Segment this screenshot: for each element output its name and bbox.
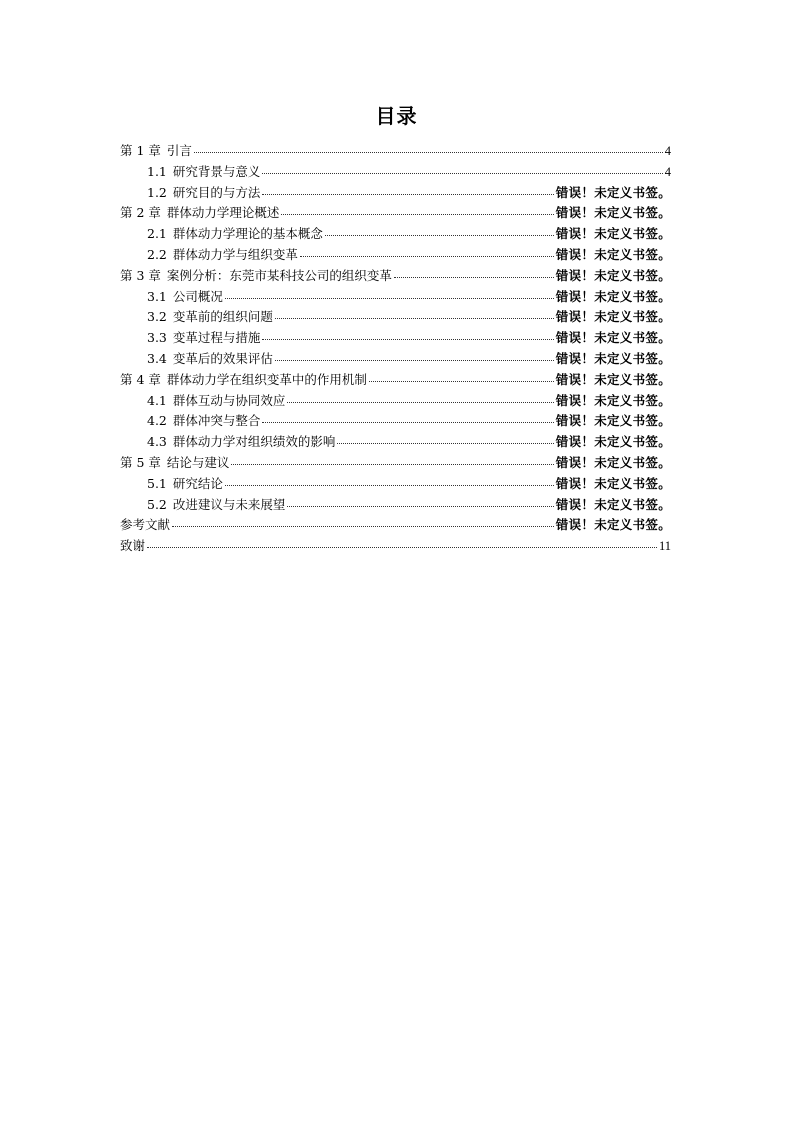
toc-entry-title: 案例分析：东莞市某科技公司的组织变革 <box>166 267 392 283</box>
toc-entry-number: 第 2 章 <box>120 205 161 221</box>
toc-chapter-entry[interactable] <box>120 515 671 536</box>
toc-entry-number: 4.3 <box>147 434 167 450</box>
toc-entry-number: 2.2 <box>147 246 167 262</box>
toc-entry-title: 研究结论 <box>172 475 223 491</box>
toc-entry-number: 3.1 <box>147 288 167 304</box>
toc-dot-leader <box>287 401 553 403</box>
toc-entry-label <box>120 203 279 221</box>
toc-section-entry[interactable] <box>120 411 671 432</box>
toc-dot-leader <box>369 380 554 382</box>
toc-page-error: 错误！未定义书签。 <box>555 392 671 408</box>
toc-section-entry[interactable] <box>120 224 671 245</box>
toc-entry-label <box>147 224 323 242</box>
toc-section-entry[interactable] <box>120 307 671 328</box>
toc-entry-label <box>120 141 192 159</box>
toc-entry-label <box>120 370 367 388</box>
toc-entry-title: 群体互动与协同效应 <box>172 392 286 408</box>
toc-entry-label <box>147 432 335 450</box>
toc-entry-label <box>147 162 260 180</box>
toc-entry-label <box>120 536 145 554</box>
toc-page-error: 错误！未定义书签。 <box>555 267 671 283</box>
toc-page-number: 4 <box>664 144 671 158</box>
toc-entry-number: 3.2 <box>147 309 167 325</box>
toc-entry-number: 3.3 <box>147 330 167 346</box>
toc-entry-label <box>120 453 229 471</box>
toc-list <box>120 141 671 557</box>
toc-entry-number: 4.1 <box>147 392 167 408</box>
toc-page-error: 错误！未定义书签。 <box>555 350 671 366</box>
toc-page-error: 错误！未定义书签。 <box>555 309 671 325</box>
toc-chapter-entry[interactable] <box>120 203 671 224</box>
toc-entry-number: 第 4 章 <box>120 371 161 387</box>
toc-entry-number: 2.1 <box>147 226 167 242</box>
toc-entry-label <box>147 495 285 513</box>
toc-page-error: 错误！未定义书签。 <box>555 517 671 533</box>
toc-entry-label <box>147 391 285 409</box>
toc-entry-number: 第 3 章 <box>120 267 161 283</box>
toc-dot-leader <box>337 442 553 444</box>
toc-dot-leader <box>194 151 663 153</box>
toc-section-entry[interactable] <box>120 245 671 266</box>
toc-page-error: 错误！未定义书签。 <box>555 454 671 470</box>
toc-page-error: 错误！未定义书签。 <box>555 246 671 262</box>
toc-page-error: 错误！未定义书签。 <box>555 288 671 304</box>
toc-dot-leader <box>225 484 554 486</box>
toc-entry-title: 结论与建议 <box>166 454 230 470</box>
toc-dot-leader <box>300 255 554 257</box>
toc-chapter-entry[interactable] <box>120 266 671 287</box>
toc-entry-label <box>147 245 298 263</box>
toc-section-entry[interactable] <box>120 349 671 370</box>
toc-page-error: 错误！未定义书签。 <box>555 413 671 429</box>
toc-entry-title: 变革过程与措施 <box>172 330 261 346</box>
toc-page-error: 错误！未定义书签。 <box>555 475 671 491</box>
toc-entry-title: 公司概况 <box>172 288 223 304</box>
toc-entry-title: 群体动力学与组织变革 <box>172 246 298 262</box>
toc-section-entry[interactable] <box>120 183 671 204</box>
toc-entry-number: 4.2 <box>147 413 167 429</box>
toc-section-entry[interactable] <box>120 391 671 412</box>
toc-page-error: 错误！未定义书签。 <box>555 330 671 346</box>
toc-dot-leader <box>275 317 554 319</box>
toc-entry-title: 群体动力学理论的基本概念 <box>172 226 323 242</box>
toc-page-error: 错误！未定义书签。 <box>555 184 671 200</box>
toc-dot-leader <box>281 213 553 215</box>
toc-page-error: 错误！未定义书签。 <box>555 205 671 221</box>
toc-dot-leader <box>394 276 554 278</box>
toc-dot-leader <box>262 338 553 340</box>
toc-entry-number: 1.2 <box>147 184 167 200</box>
toc-page-error: 错误！未定义书签。 <box>555 226 671 242</box>
toc-dot-leader <box>231 463 553 465</box>
toc-dot-leader <box>172 525 554 527</box>
toc-chapter-entry[interactable] <box>120 536 671 557</box>
toc-entry-title: 群体冲突与整合 <box>172 413 261 429</box>
toc-dot-leader <box>225 297 554 299</box>
toc-page-number: 4 <box>664 164 671 179</box>
toc-section-entry[interactable] <box>120 495 671 516</box>
toc-entry-title: 改进建议与未来展望 <box>172 496 286 512</box>
toc-chapter-entry[interactable] <box>120 141 671 162</box>
toc-entry-label <box>147 349 273 367</box>
toc-entry-number: 3.4 <box>147 350 167 366</box>
toc-page-number: 11 <box>658 539 671 554</box>
toc-entry-label <box>147 474 223 492</box>
toc-entry-title: 致谢 <box>120 538 146 554</box>
toc-dot-leader <box>147 546 657 548</box>
toc-section-entry[interactable] <box>120 328 671 349</box>
toc-chapter-entry[interactable] <box>120 453 671 474</box>
toc-entry-title: 群体动力学在组织变革中的作用机制 <box>166 371 367 387</box>
toc-entry-number: 1.1 <box>147 163 167 179</box>
toc-entry-number: 5.2 <box>147 496 167 512</box>
toc-page-error: 错误！未定义书签。 <box>555 371 671 387</box>
toc-entry-label <box>147 307 273 325</box>
toc-section-entry[interactable] <box>120 432 671 453</box>
toc-dot-leader <box>262 421 553 423</box>
toc-entry-label <box>120 266 392 284</box>
toc-page-error: 错误！未定义书签。 <box>555 434 671 450</box>
toc-entry-title: 研究背景与意义 <box>172 163 261 179</box>
toc-entry-title: 群体动力学理论概述 <box>166 205 280 221</box>
toc-page-error: 错误！未定义书签。 <box>555 496 671 512</box>
toc-entry-title: 变革前的组织问题 <box>172 309 273 325</box>
toc-section-entry[interactable] <box>120 474 671 495</box>
toc-entry-label <box>147 328 260 346</box>
toc-entry-title: 引言 <box>166 143 192 158</box>
toc-dot-leader <box>287 505 553 507</box>
toc-entry-label <box>147 287 223 305</box>
toc-entry-title: 变革后的效果评估 <box>172 350 273 366</box>
toc-chapter-entry[interactable] <box>120 370 671 391</box>
toc-dot-leader <box>325 234 554 236</box>
toc-dot-leader <box>275 359 554 361</box>
toc-entry-number: 5.1 <box>147 475 167 491</box>
toc-dot-leader <box>262 172 662 174</box>
toc-section-entry[interactable] <box>120 287 671 308</box>
toc-entry-title: 参考文献 <box>120 517 171 533</box>
toc-entry-number: 第 1 章 <box>120 143 161 158</box>
toc-entry-label <box>120 515 170 533</box>
toc-section-entry[interactable] <box>120 162 671 183</box>
toc-entry-number: 第 5 章 <box>120 454 161 470</box>
toc-entry-label <box>147 183 260 201</box>
toc-title: 目录 <box>375 104 418 128</box>
toc-entry-label <box>147 411 260 429</box>
toc-dot-leader <box>262 193 553 195</box>
toc-entry-title: 群体动力学对组织绩效的影响 <box>172 434 336 450</box>
toc-entry-title: 研究目的与方法 <box>172 184 261 200</box>
